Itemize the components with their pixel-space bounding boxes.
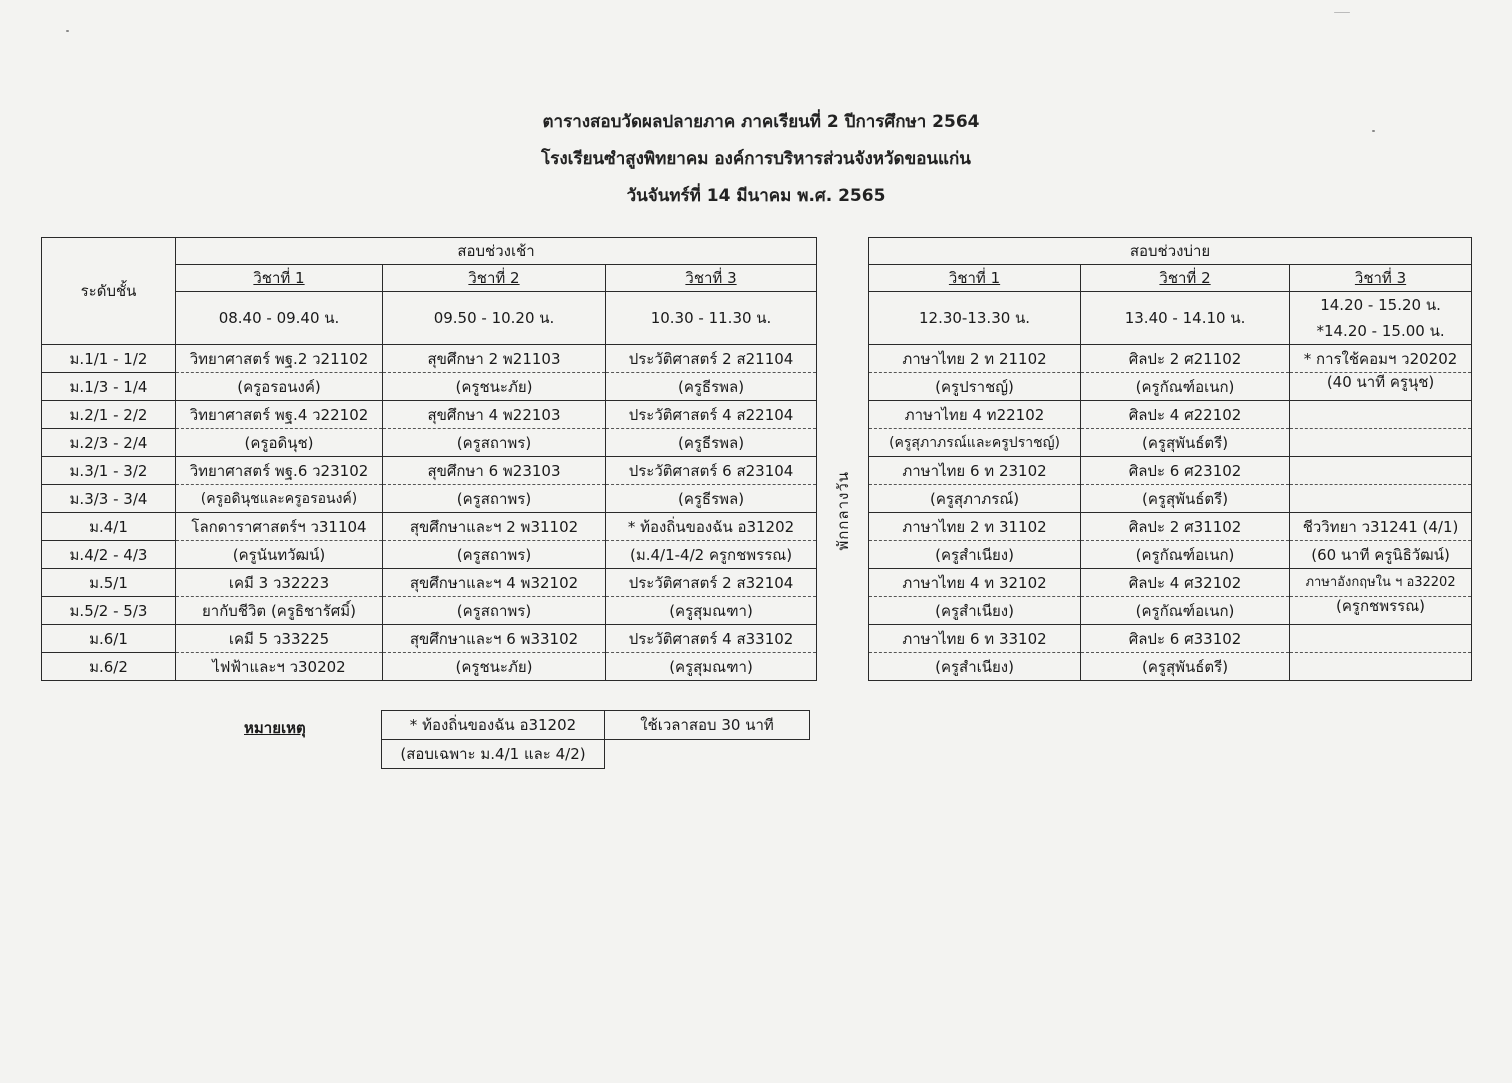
table-row (42, 597, 1472, 625)
class-level: ม.1/3 - 1/4 (42, 373, 176, 401)
table-row (42, 653, 1472, 681)
schedule-cell: (ครูกัณฑ์อเนก) (1081, 541, 1290, 569)
table-row (42, 513, 1472, 541)
schedule-cell: (ครูสุพันธ์ตรี) (1081, 653, 1290, 681)
schedule-cell: (40 นาที ครูนุช) (1290, 373, 1472, 401)
schedule-cell: (ครูกชพรรณ) (1290, 597, 1472, 625)
note-label: หมายเหตุ (244, 719, 306, 737)
lunch-gap (817, 265, 869, 292)
subject-header: วิชาที่ 1 (176, 265, 383, 292)
note-empty-cell (605, 740, 810, 769)
schedule-cell: (ครูชนะภัย) (383, 373, 606, 401)
table-row (42, 569, 1472, 597)
class-level: ม.4/1 (42, 513, 176, 541)
class-level: ม.6/1 (42, 625, 176, 653)
note-duration: ใช้เวลาสอบ 30 นาที (605, 711, 810, 740)
schedule-cell: * ท้องถิ่นของฉัน อ31202 (606, 513, 817, 541)
schedule-cell: (ครูสถาพร) (383, 485, 606, 513)
class-level: ม.1/1 - 1/2 (42, 345, 176, 373)
schedule-cell: ภาษาไทย 2 ท 31102 (869, 513, 1081, 541)
schedule-cell: ภาษาไทย 2 ท 21102 (869, 345, 1081, 373)
schedule-cell: ศิลปะ 6 ศ33102 (1081, 625, 1290, 653)
schedule-cell: (ม.4/1-4/2 ครูกชพรรณ) (606, 541, 817, 569)
time-slot-alt: *14.20 - 15.00 น. (1316, 322, 1445, 340)
schedule-cell: (ครูสุภาภรณ์และครูปราชญ์) (869, 429, 1081, 457)
schedule-cell: ภาษาไทย 4 ท 32102 (869, 569, 1081, 597)
schedule-cell: วิทยาศาสตร์ พฐ.4 ว22102 (176, 401, 383, 429)
lunch-gap (817, 238, 869, 265)
schedule-cell: (ครูสถาพร) (383, 429, 606, 457)
schedule-cell: เคมี 3 ว32223 (176, 569, 383, 597)
time-slot: 10.30 - 11.30 น. (606, 292, 817, 345)
afternoon-session-header: สอบช่วงบ่าย (869, 238, 1472, 265)
schedule-cell: ศิลปะ 6 ศ23102 (1081, 457, 1290, 485)
schedule-cell: ศิลปะ 4 ศ32102 (1081, 569, 1290, 597)
schedule-cell (1290, 485, 1472, 513)
schedule-cell: ภาษาอังกฤษใน ฯ อ32202 (1290, 569, 1472, 597)
schedule-cell: * การใช้คอมฯ ว20202 (1290, 345, 1472, 373)
scan-speck (1334, 12, 1350, 13)
schedule-cell: ไฟฟ้าและฯ ว30202 (176, 653, 383, 681)
schedule-cell: โลกดาราศาสตร์ฯ ว31104 (176, 513, 383, 541)
schedule-cell: วิทยาศาสตร์ พฐ.6 ว23102 (176, 457, 383, 485)
subject-header: วิชาที่ 1 (869, 265, 1081, 292)
schedule-cell: (ครูชนะภัย) (383, 653, 606, 681)
note-scope: (สอบเฉพาะ ม.4/1 และ 4/2) (382, 740, 605, 769)
table-row (42, 429, 1472, 457)
time-slot: 14.20 - 15.20 น. (1320, 296, 1441, 314)
class-level: ม.5/1 (42, 569, 176, 597)
schedule-cell: (ครูอรอนงค์) (176, 373, 383, 401)
schedule-cell: สุขศึกษาและฯ 2 พ31102 (383, 513, 606, 541)
schedule-cell: ประวัติศาสตร์ 4 ส22104 (606, 401, 817, 429)
schedule-cell: สุขศึกษาและฯ 4 พ32102 (383, 569, 606, 597)
subject-header: วิชาที่ 3 (1290, 265, 1472, 292)
schedule-cell: ศิลปะ 2 ศ21102 (1081, 345, 1290, 373)
subject-header: วิชาที่ 2 (383, 265, 606, 292)
table-row (42, 457, 1472, 485)
class-level: ม.2/1 - 2/2 (42, 401, 176, 429)
exam-schedule-table (41, 237, 1472, 681)
schedule-cell: (ครูสุมณฑา) (606, 653, 817, 681)
schedule-cell: วิทยาศาสตร์ พฐ.2 ว21102 (176, 345, 383, 373)
table-row (42, 373, 1472, 401)
class-level: ม.3/3 - 3/4 (42, 485, 176, 513)
table-row (42, 541, 1472, 569)
schedule-cell: ยากับชีวิต (ครูธิชารัศมิ์) (176, 597, 383, 625)
scan-speck (66, 30, 69, 32)
schedule-cell: ประวัติศาสตร์ 2 ส32104 (606, 569, 817, 597)
schedule-cell: เคมี 5 ว33225 (176, 625, 383, 653)
level-header: ระดับชั้น (42, 238, 176, 345)
morning-session-header: สอบช่วงเช้า (176, 238, 817, 265)
class-level: ม.2/3 - 2/4 (42, 429, 176, 457)
schedule-cell: ศิลปะ 4 ศ22102 (1081, 401, 1290, 429)
schedule-cell: สุขศึกษา 4 พ22103 (383, 401, 606, 429)
schedule-cell: ชีววิทยา ว31241 (4/1) (1290, 513, 1472, 541)
schedule-cell: (ครูธีรพล) (606, 429, 817, 457)
lunch-break-label: พักกลางวัน (833, 470, 852, 551)
schedule-cell: สุขศึกษาและฯ 6 พ33102 (383, 625, 606, 653)
subject-header: วิชาที่ 2 (1081, 265, 1290, 292)
schedule-cell: (ครูสุมณฑา) (606, 597, 817, 625)
school-name: โรงเรียนซำสูงพิทยาคม องค์การบริหารส่วนจังหวัดขอนแก่น (541, 149, 971, 169)
schedule-cell (1290, 653, 1472, 681)
scan-speck (1372, 130, 1375, 132)
schedule-cell: สุขศึกษา 2 พ21103 (383, 345, 606, 373)
schedule-cell (1290, 457, 1472, 485)
header-row-times (42, 292, 1472, 345)
schedule-cell (1290, 401, 1472, 429)
time-slot: 12.30-13.30 น. (869, 292, 1081, 345)
header-row-subjects (42, 265, 1472, 292)
class-level: ม.3/1 - 3/2 (42, 457, 176, 485)
document-header (0, 104, 1512, 215)
note-box (381, 710, 810, 769)
schedule-cell: ประวัติศาสตร์ 4 ส33102 (606, 625, 817, 653)
class-level: ม.5/2 - 5/3 (42, 597, 176, 625)
schedule-cell: (ครูสำเนียง) (869, 653, 1081, 681)
lunch-gap (817, 292, 869, 345)
time-slot: 13.40 - 14.10 น. (1081, 292, 1290, 345)
schedule-cell: (ครูนันทวัฒน์) (176, 541, 383, 569)
schedule-cell (1290, 429, 1472, 457)
note-subject: * ท้องถิ่นของฉัน อ31202 (382, 711, 605, 740)
schedule-cell: (ครูสถาพร) (383, 541, 606, 569)
schedule-cell: (ครูกัณฑ์อเนก) (1081, 373, 1290, 401)
subject-header: วิชาที่ 3 (606, 265, 817, 292)
schedule-cell: ภาษาไทย 6 ท 23102 (869, 457, 1081, 485)
schedule-cell: (ครูสุพันธ์ตรี) (1081, 429, 1290, 457)
schedule-cell: ประวัติศาสตร์ 6 ส23104 (606, 457, 817, 485)
schedule-cell: ศิลปะ 2 ศ31102 (1081, 513, 1290, 541)
exam-date: วันจันทร์ที่ 14 มีนาคม พ.ศ. 2565 (626, 186, 886, 206)
schedule-cell: (ครูกัณฑ์อเนก) (1081, 597, 1290, 625)
header-row-sessions (42, 238, 1472, 265)
schedule-cell: ประวัติศาสตร์ 2 ส21104 (606, 345, 817, 373)
time-slot: 08.40 - 09.40 น. (176, 292, 383, 345)
schedule-title: ตารางสอบวัดผลปลายภาค ภาคเรียนที่ 2 ปีการศึกษา 2564 (542, 112, 980, 132)
time-slot: 09.50 - 10.20 น. (383, 292, 606, 345)
table-row (42, 345, 1472, 373)
schedule-cell: (ครูธีรพล) (606, 485, 817, 513)
class-level: ม.6/2 (42, 653, 176, 681)
schedule-cell: ภาษาไทย 4 ท22102 (869, 401, 1081, 429)
table-row (42, 485, 1472, 513)
schedule-cell: (60 นาที ครูนิธิวัฒน์) (1290, 541, 1472, 569)
lunch-break-column (817, 345, 869, 681)
schedule-cell: (ครูธีรพล) (606, 373, 817, 401)
schedule-cell: (ครูอดินุชและครูอรอนงค์) (176, 485, 383, 513)
schedule-cell: (ครูปราชญ์) (869, 373, 1081, 401)
class-level: ม.4/2 - 4/3 (42, 541, 176, 569)
schedule-cell: สุขศึกษา 6 พ23103 (383, 457, 606, 485)
schedule-cell: (ครูสุพันธ์ตรี) (1081, 485, 1290, 513)
schedule-cell: ภาษาไทย 6 ท 33102 (869, 625, 1081, 653)
schedule-cell (1290, 625, 1472, 653)
table-row (42, 401, 1472, 429)
schedule-cell: (ครูสำเนียง) (869, 541, 1081, 569)
schedule-cell: (ครูสถาพร) (383, 597, 606, 625)
schedule-cell: (ครูสุภาภรณ์) (869, 485, 1081, 513)
schedule-cell: (ครูอดินุช) (176, 429, 383, 457)
schedule-cell: (ครูสำเนียง) (869, 597, 1081, 625)
table-row (42, 625, 1472, 653)
time-slot-double (1290, 292, 1472, 345)
